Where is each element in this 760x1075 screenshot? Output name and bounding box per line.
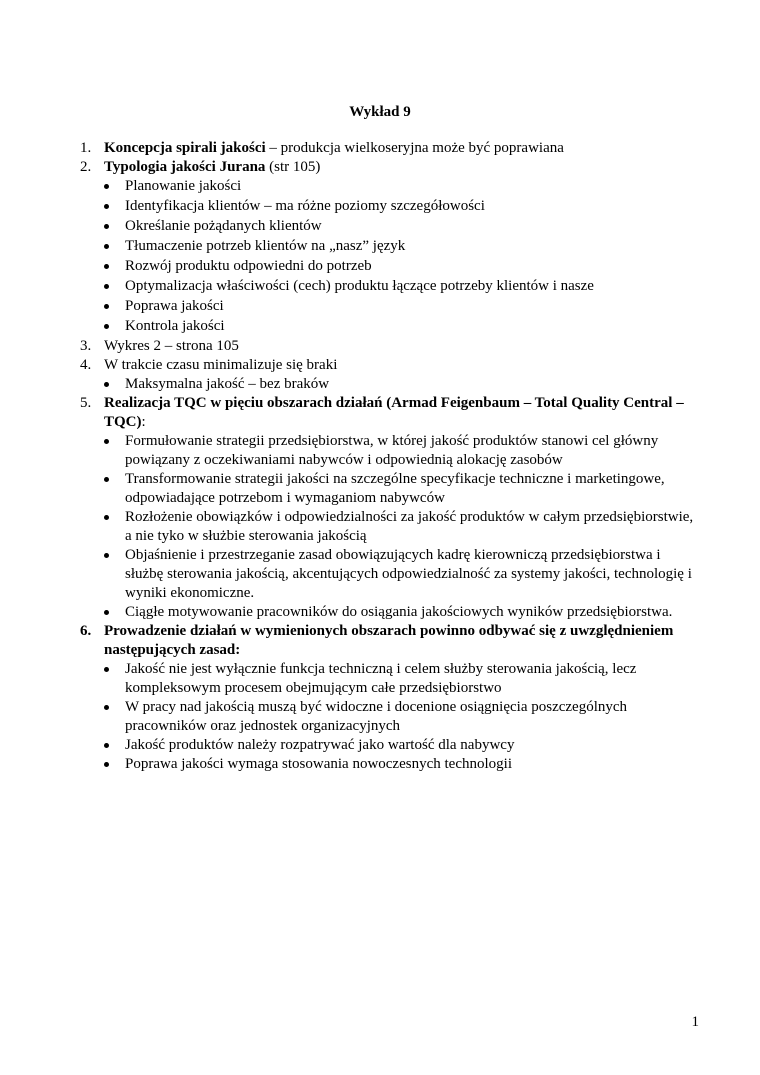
item-text: : — [141, 414, 146, 430]
item-text: (str 105) — [265, 159, 321, 175]
bullet-icon — [104, 382, 109, 387]
item-number: 6. — [80, 623, 92, 639]
bullet-text: Identyfikacja klientów – ma różne poziomy szczegółowości — [125, 198, 485, 214]
bullet-item — [80, 197, 702, 216]
bullet-text: Rozłożenie obowiązków i odpowiedzialności za jakość produktów w całym przedsiębiorstwie, a nie tyko w służbie sterowania jakością — [125, 509, 694, 544]
item-heading: Prowadzenie działań w wymienionych obszarach powinno odbywać się z uwzględnieniem następujących zasad: — [104, 623, 674, 658]
list-item — [80, 394, 702, 432]
bullet-item — [80, 237, 702, 256]
bullet-text: Objaśnienie i przestrzeganie zasad obowiązujących kadrę kierowniczą przedsiębiorstwa i służbę sterowania jakością, akcentujących odpowiedzialność za systemy jakości, technologię i wyniki ekonomiczne. — [125, 547, 692, 601]
item-number: 2. — [80, 159, 92, 175]
bullet-text: Poprawa jakości wymaga stosowania nowoczesnych technologii — [125, 756, 512, 772]
bullet-item — [80, 660, 702, 698]
bullet-item — [80, 698, 702, 736]
bullet-text: Jakość produktów należy rozpatrywać jako wartość dla nabywcy — [125, 737, 515, 753]
bullet-text: Maksymalna jakość – bez braków — [125, 376, 330, 392]
bullet-icon — [104, 553, 109, 558]
item-number: 3. — [80, 338, 92, 354]
bullet-icon — [104, 477, 109, 482]
bullet-icon — [104, 667, 109, 672]
bullet-item — [80, 257, 702, 276]
bullet-text: Tłumaczenie potrzeb klientów na „nasz” język — [125, 238, 406, 254]
bullet-icon — [104, 515, 109, 520]
bullet-item — [80, 603, 702, 622]
bullet-icon — [104, 762, 109, 767]
bullet-icon — [104, 224, 109, 229]
bullet-text: Jakość nie jest wyłącznie funkcja techniczną i celem służby sterowania jakością, lecz kompleksowym procesem obejmującym całe przedsiębiorstwo — [125, 661, 637, 696]
bullet-icon — [104, 705, 109, 710]
bullet-icon — [104, 264, 109, 269]
bullet-item — [80, 217, 702, 236]
bullet-list — [80, 177, 702, 336]
bullet-item — [80, 470, 702, 508]
bullet-icon — [104, 743, 109, 748]
bullet-item — [80, 432, 702, 470]
bullet-item — [80, 177, 702, 196]
bullet-item — [80, 508, 702, 546]
bullet-text: Optymalizacja właściwości (cech) produktu łączące potrzeby klientów i nasze — [125, 278, 594, 294]
item-number: 5. — [80, 395, 92, 411]
bullet-icon — [104, 284, 109, 289]
item-text: – produkcja wielkoseryjna może być poprawiana — [265, 140, 564, 156]
bullet-text: Transformowanie strategii jakości na szczególne specyfikacje techniczne i marketingowe, odpowiadające potrzebom i wymaganiom nabywców — [125, 471, 665, 506]
item-text: W trakcie czasu minimalizuje się braki — [104, 357, 338, 373]
list-item — [80, 139, 702, 158]
bullet-text: Rozwój produktu odpowiedni do potrzeb — [125, 258, 372, 274]
page-title: Wykład 9 — [349, 104, 411, 120]
item-heading: Realizacja TQC w pięciu obszarach działań (Armad Feigenbaum – Total Quality Central – TQC) — [104, 395, 684, 430]
bullet-icon — [104, 439, 109, 444]
bullet-icon — [104, 204, 109, 209]
bullet-text: Poprawa jakości — [125, 298, 224, 314]
bullet-item — [80, 736, 702, 755]
bullet-icon — [104, 184, 109, 189]
list-item — [80, 337, 702, 356]
document-body — [80, 139, 702, 774]
bullet-item — [80, 546, 702, 603]
bullet-item — [80, 317, 702, 336]
bullet-list — [80, 375, 702, 394]
list-item — [80, 622, 702, 660]
list-item — [80, 356, 702, 375]
bullet-text: Planowanie jakości — [125, 178, 242, 194]
bullet-item — [80, 297, 702, 316]
bullet-item — [80, 277, 702, 296]
item-number: 4. — [80, 357, 92, 373]
bullet-item — [80, 755, 702, 774]
page-number: 1 — [691, 1014, 699, 1030]
bullet-list — [80, 660, 702, 774]
bullet-text: Kontrola jakości — [125, 318, 225, 334]
bullet-item — [80, 375, 702, 394]
bullet-text: W pracy nad jakością muszą być widoczne i docenione osiągnięcia poszczególnych pracowników oraz jednostek organizacyjnych — [125, 699, 628, 734]
item-text: Wykres 2 – strona 105 — [104, 338, 239, 354]
bullet-icon — [104, 304, 109, 309]
item-heading: Typologia jakości Jurana — [104, 159, 266, 175]
list-item — [80, 158, 702, 177]
item-heading: Koncepcja spirali jakości — [104, 140, 266, 156]
bullet-text: Określanie pożądanych klientów — [125, 218, 322, 234]
bullet-icon — [104, 244, 109, 249]
bullet-list — [80, 432, 702, 622]
bullet-icon — [104, 324, 109, 329]
bullet-text: Ciągłe motywowanie pracowników do osiągania jakościowych wyników przedsiębiorstwa. — [125, 604, 673, 620]
item-number: 1. — [80, 140, 92, 156]
bullet-text: Formułowanie strategii przedsiębiorstwa, w której jakość produktów stanowi cel główny powiązany z oczekiwaniami nabywców i odpowiednią alokację zasobów — [125, 433, 659, 468]
bullet-icon — [104, 610, 109, 615]
